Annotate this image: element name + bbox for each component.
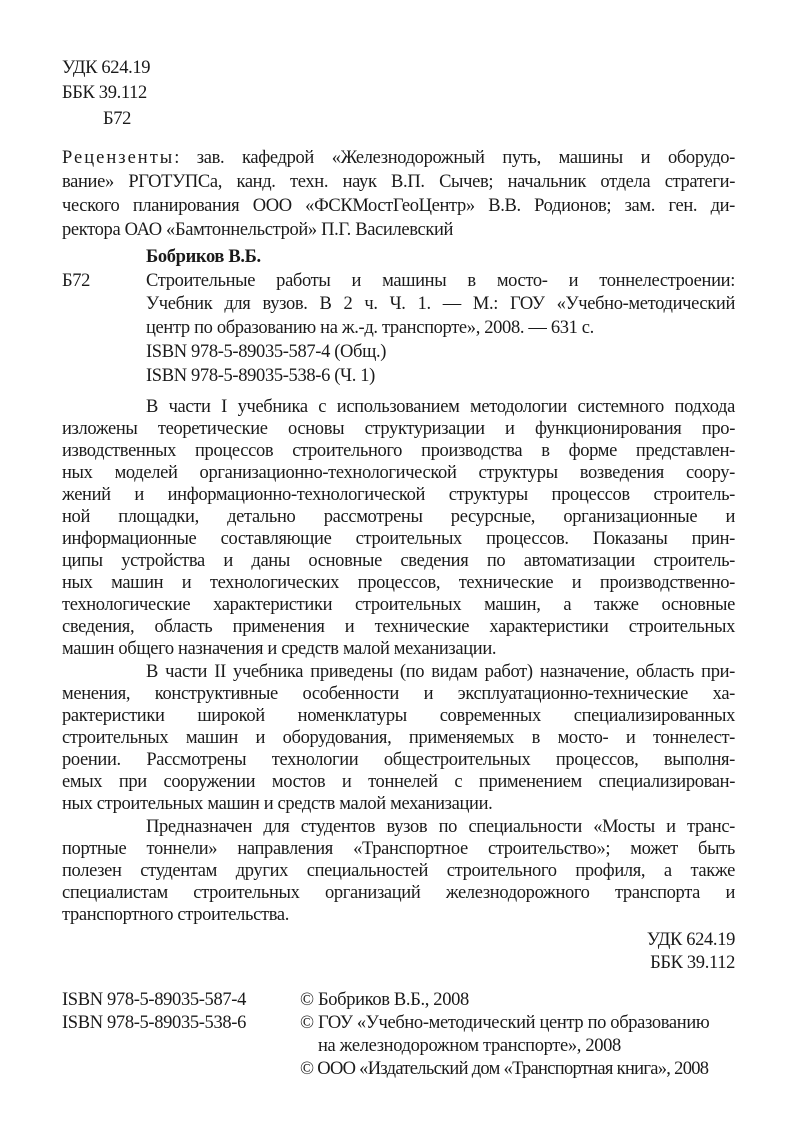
abstract-line: ных машин и технологических процессов, технические и производственно- <box>62 573 735 593</box>
bib-mark: Б72 <box>62 271 91 291</box>
abstract-line: В части I учебника с использованием методологии системного подхода <box>146 397 735 417</box>
abstract-line: рактеристики широкой номенклатуры современных специализированных <box>62 706 735 726</box>
reviewers-line <box>62 148 735 169</box>
footer-bbk: ББК 39.112 <box>650 953 735 973</box>
imprint-isbn: ISBN 978-5-89035-538-6 <box>62 1013 246 1033</box>
udk-code: УДК 624.19 <box>62 58 151 78</box>
abstract-line: Предназначен для студентов вузов по специальности «Мосты и транс- <box>146 817 735 837</box>
abstract-line: ных строительных машин и средств малой механизации. <box>62 794 493 814</box>
abstract-line: В части II учебника приведены (по видам работ) назначение, область при- <box>146 662 735 682</box>
reviewers-line: вание» РГОТУПСа, канд. техн. наук В.П. Сычев; начальник отдела стратеги- <box>62 172 735 192</box>
abstract-line: полезен студентам других специальностей строительного профиля, а также <box>62 861 735 881</box>
isbn-line: ISBN 978-5-89035-587-4 (Общ.) <box>146 342 387 362</box>
abstract-line: транспортного строительства. <box>62 905 289 925</box>
abstract-line: ципы устройства и даны основные сведения по автоматизации строитель- <box>62 551 735 571</box>
abstract-line: портные тоннели» направления «Транспортное строительство»; может быть <box>62 839 735 859</box>
imprint-isbn: ISBN 978-5-89035-587-4 <box>62 990 246 1010</box>
abstract-line: строительных машин и оборудования, применяемых в мосто- и тоннелест- <box>62 728 735 748</box>
abstract-line: ной площадки, детально рассмотрены ресурсные, организационные и <box>62 507 735 527</box>
reviewers-label: Рецензенты <box>62 148 175 168</box>
abstract-line: роении. Рассмотрены технологии общестроительных процессов, выполня- <box>62 750 735 770</box>
abstract-line: сведения, область применения и технические характеристики строительных <box>62 617 735 637</box>
bib-line: Строительные работы и машины в мосто- и тоннелестроении: <box>146 271 735 291</box>
reviewers-line: ректора ОАО «Бамтоннельстрой» П.Г. Василевский <box>62 220 454 240</box>
copyright-line: © Бобриков В.Б., 2008 <box>300 990 469 1010</box>
bbk-code: ББК 39.112 <box>62 83 147 103</box>
abstract-line: ных моделей организационно-технологической структуры возведения соору- <box>62 463 735 483</box>
abstract-line: технологические характеристики строительных машин, а также основные <box>62 595 735 615</box>
copyright-line: © ГОУ «Учебно-методический центр по образованию <box>300 1013 710 1033</box>
abstract-line: изводственных процессов строительного производства в форме представлен- <box>62 441 735 461</box>
copyright-line: на железнодорожном транспорте», 2008 <box>318 1036 621 1056</box>
abstract-line: информационные составляющие строительных процессов. Показаны прин- <box>62 529 735 549</box>
bib-line: Учебник для вузов. В 2 ч. Ч. 1. — М.: ГОУ «Учебно-методический <box>146 294 735 314</box>
copyright-line: © ООО «Издательский дом «Транспортная книга», 2008 <box>300 1059 709 1079</box>
author-name: Бобриков В.Б. <box>146 247 261 267</box>
abstract-line: изложены теоретические основы структуризации и функционирования про- <box>62 419 735 439</box>
isbn-line: ISBN 978-5-89035-538-6 (Ч. 1) <box>146 366 375 386</box>
footer-udk: УДК 624.19 <box>646 930 735 950</box>
reviewers-text: : зав. кафедрой «Железнодорожный путь, машины и оборудо- <box>174 148 735 168</box>
abstract-line: жений и информационно-технологической структуры процессов строитель- <box>62 485 735 505</box>
abstract-line: машин общего назначения и средств малой механизации. <box>62 639 497 659</box>
abstract-line: менения, конструктивные особенности и эксплуатационно-технические ха- <box>62 684 735 704</box>
bib-line: центр по образованию на ж.-д. транспорте», 2008. — 631 с. <box>146 318 594 338</box>
abstract-line: специалистам строительных организаций железнодорожного транспорта и <box>62 883 735 903</box>
abstract-line: емых при сооружении мостов и тоннелей с применением специализирован- <box>62 772 735 792</box>
reviewers-line: ческого планирования ООО «ФСКМостГеоЦентр» В.В. Родионов; зам. ген. ди- <box>62 196 735 216</box>
author-mark: Б72 <box>103 109 132 129</box>
